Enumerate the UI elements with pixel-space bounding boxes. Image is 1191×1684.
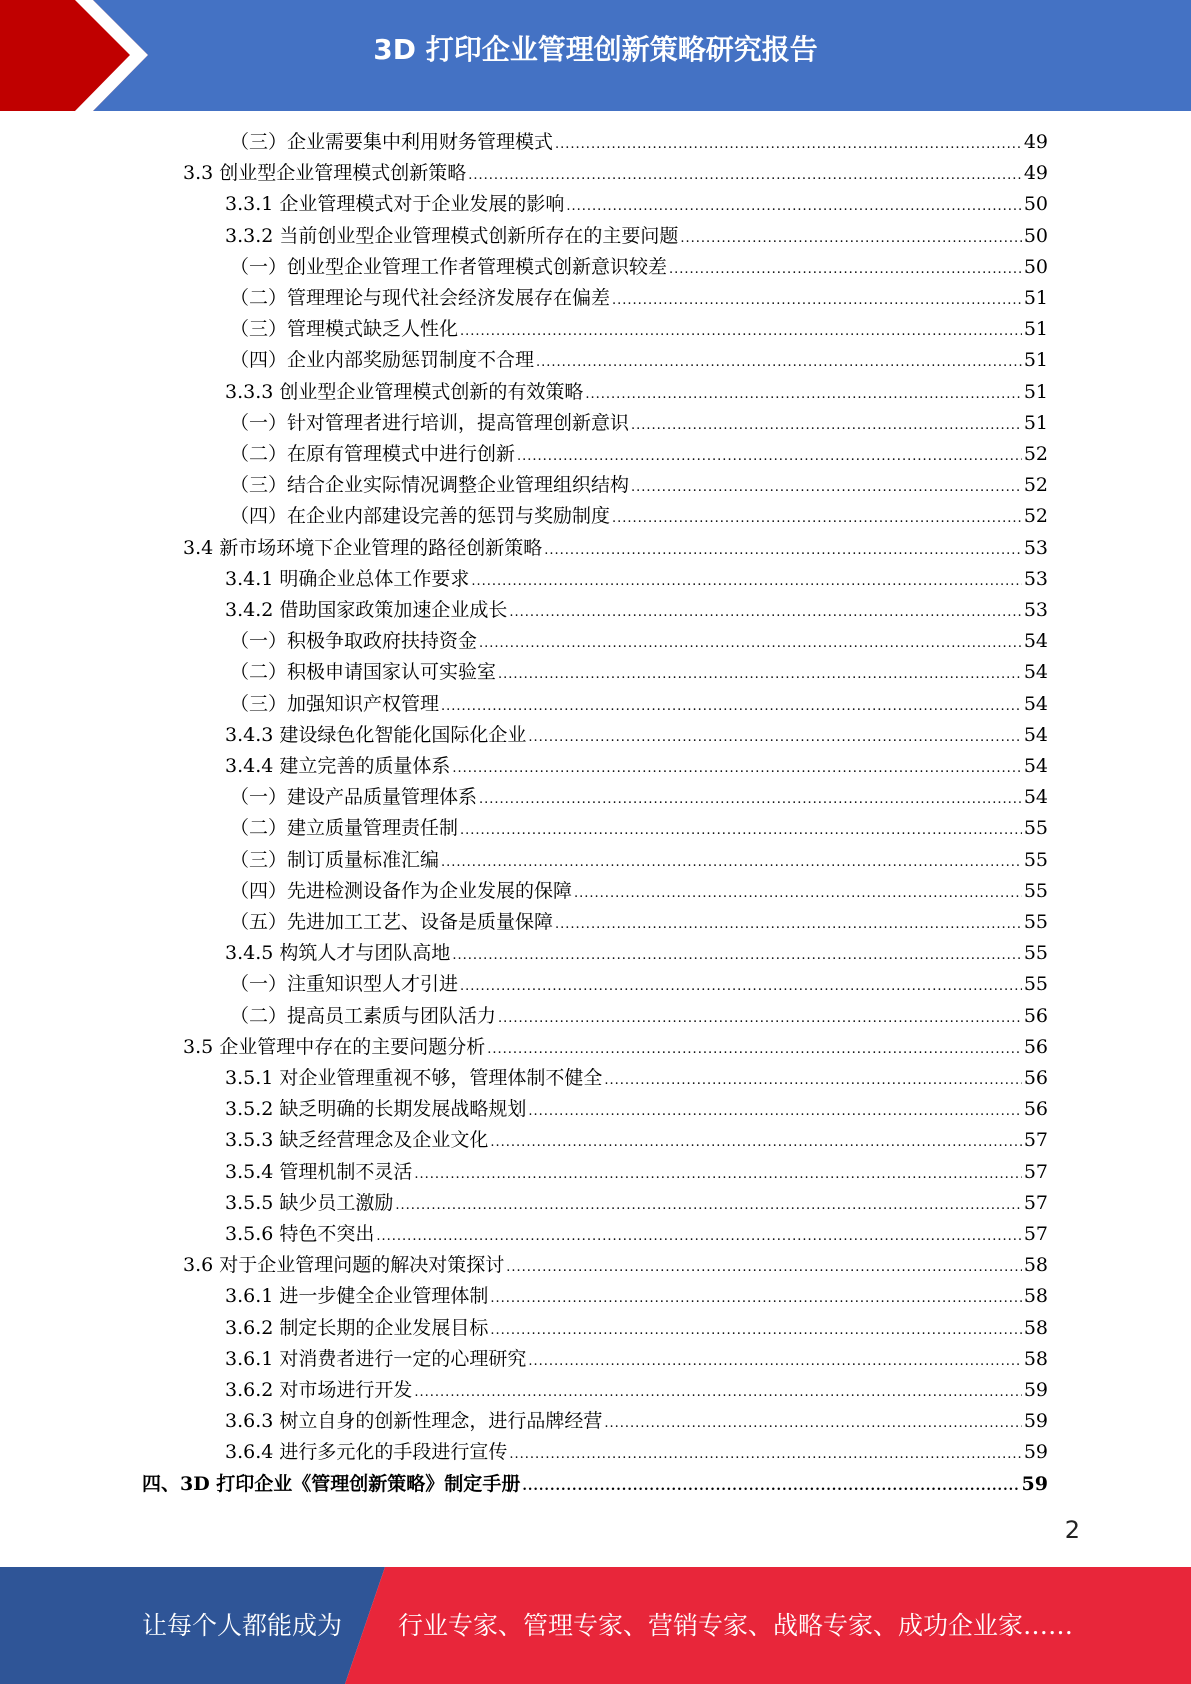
toc-entry-page: 49	[1023, 162, 1048, 185]
toc-entry[interactable]	[230, 439, 1048, 470]
toc-entry[interactable]	[183, 1032, 1048, 1063]
toc-entry-title: 3.3 创业型企业管理模式创新策略	[183, 162, 467, 185]
toc-entry[interactable]	[225, 221, 1048, 252]
toc-entry[interactable]	[230, 408, 1048, 439]
toc-dot-leader	[506, 1252, 1022, 1283]
toc-entry[interactable]	[183, 533, 1048, 564]
toc-entry[interactable]	[230, 782, 1048, 813]
toc-entry-page: 54	[1023, 630, 1048, 653]
toc-entry-page: 51	[1023, 287, 1048, 309]
toc-entry[interactable]	[225, 1125, 1048, 1156]
toc-dot-leader	[479, 784, 1022, 815]
toc-dot-leader	[468, 160, 1022, 191]
toc-entry-title: 3.6.1 进一步健全企业管理体制	[225, 1285, 489, 1308]
toc-entry-page: 57	[1023, 1191, 1048, 1214]
toc-entry[interactable]	[225, 938, 1048, 969]
toc-entry[interactable]	[225, 1313, 1048, 1344]
toc-entry-page: 58	[1023, 1347, 1048, 1370]
toc-entry[interactable]	[142, 1469, 1048, 1500]
toc-dot-leader	[631, 410, 1022, 441]
toc-dot-leader	[669, 254, 1022, 285]
toc-dot-leader	[460, 316, 1022, 347]
toc-entry-title: 3.3.1 企业管理模式对于企业发展的影响	[225, 193, 565, 216]
toc-entry[interactable]	[225, 1219, 1048, 1250]
toc-entry-page: 57	[1023, 1160, 1048, 1183]
toc-entry[interactable]	[225, 1094, 1048, 1125]
toc-entry-page: 58	[1023, 1285, 1048, 1308]
toc-dot-leader	[680, 223, 1021, 254]
toc-entry-page: 50	[1023, 255, 1048, 278]
toc-entry-title: （二）提高员工素质与团队活力	[230, 1004, 497, 1027]
toc-entry-page: 59	[1023, 1379, 1048, 1401]
toc-entry-page: 51	[1023, 380, 1048, 403]
toc-dot-leader	[487, 1034, 1022, 1065]
toc-entry-title: 3.6.4 进行多元化的手段进行宣传	[225, 1441, 508, 1464]
toc-entry-title: （一）积极争取政府扶持资金	[230, 630, 478, 653]
toc-entry[interactable]	[230, 845, 1048, 876]
toc-entry-title: （四）在企业内部建设完善的惩罚与奖励制度	[230, 505, 611, 528]
toc-entry[interactable]	[225, 1406, 1048, 1437]
toc-entry[interactable]	[230, 252, 1048, 283]
page-header	[0, 0, 1191, 111]
toc-dot-leader	[566, 191, 1021, 222]
toc-entry-title: 3.6.2 对市场进行开发	[225, 1379, 413, 1401]
toc-entry[interactable]	[183, 1250, 1048, 1281]
toc-entry-title: 3.5.6 特色不突出	[225, 1223, 375, 1245]
toc-entry-title: （五）先进加工工艺、设备是质量保障	[230, 911, 554, 933]
toc-entry-title: 3.4 新市场环境下企业管理的路径创新策略	[183, 536, 543, 559]
toc-entry-page: 54	[1023, 786, 1048, 809]
toc-entry[interactable]	[225, 564, 1048, 595]
toc-entry-page: 56	[1023, 1035, 1048, 1058]
toc-entry-title: 3.6 对于企业管理问题的解决对策探讨	[183, 1254, 505, 1277]
toc-dot-leader	[612, 503, 1022, 534]
toc-entry-title: （一）建设产品质量管理体系	[230, 786, 478, 809]
toc-dot-leader	[555, 129, 1022, 160]
toc-entry-page: 57	[1023, 1129, 1048, 1152]
page-number: 2	[1064, 1516, 1080, 1544]
toc-entry[interactable]	[230, 876, 1048, 907]
toc-entry-page: 59	[1021, 1472, 1048, 1495]
toc-entry-title: 3.5.2 缺乏明确的长期发展战略规划	[225, 1098, 527, 1121]
footer-slogan-left: 让每个人都能成为	[142, 1611, 343, 1640]
toc-entry-title: （四）企业内部奖励惩罚制度不合理	[230, 349, 535, 372]
toc-dot-leader	[528, 722, 1021, 753]
toc-entry-page: 52	[1023, 505, 1048, 528]
toc-entry-page: 53	[1023, 536, 1048, 559]
toc-dot-leader	[490, 1127, 1021, 1158]
toc-dot-leader	[376, 1221, 1021, 1252]
toc-dot-leader	[498, 1003, 1022, 1034]
toc-entry-title: 3.6.1 对消费者进行一定的心理研究	[225, 1347, 527, 1370]
toc-entry-title: 3.4.5 构筑人才与团队高地	[225, 942, 451, 965]
toc-dot-leader	[395, 1190, 1021, 1221]
toc-entry-title: （三）加强知识产权管理	[230, 692, 440, 715]
toc-entry-page: 54	[1023, 661, 1048, 684]
toc-entry-page: 53	[1023, 567, 1048, 590]
toc-entry-page: 54	[1023, 723, 1048, 746]
toc-entry-page: 50	[1023, 193, 1048, 216]
toc-entry-title: 3.3.2 当前创业型企业管理模式创新所存在的主要问题	[225, 224, 679, 247]
toc-dot-leader	[460, 815, 1022, 846]
toc-entry-page: 56	[1023, 1098, 1048, 1121]
toc-dot-leader	[414, 1377, 1021, 1408]
toc-entry-page: 58	[1023, 1254, 1048, 1277]
toc-entry[interactable]	[230, 626, 1048, 657]
toc-entry[interactable]	[225, 1063, 1048, 1094]
toc-dot-leader	[490, 1315, 1021, 1346]
toc-entry[interactable]	[225, 720, 1048, 751]
toc-dot-leader	[441, 847, 1022, 878]
toc-entry-title: （一）注重知识型人才引进	[230, 973, 459, 996]
toc-entry-page: 59	[1023, 1441, 1048, 1464]
toc-dot-leader	[544, 535, 1022, 566]
toc-entry-title: 3.4.1 明确企业总体工作要求	[225, 567, 470, 590]
toc-dot-leader	[555, 909, 1022, 940]
toc-entry-title: 3.4.3 建设绿色化智能化国际化企业	[225, 723, 527, 746]
toc-entry-page: 54	[1023, 692, 1048, 715]
toc-dot-leader	[479, 628, 1022, 659]
toc-entry[interactable]	[225, 1157, 1048, 1188]
toc-entry-page: 52	[1023, 443, 1048, 465]
toc-entry[interactable]	[230, 657, 1048, 688]
toc-entry-page: 58	[1023, 1316, 1048, 1339]
toc-entry-page: 56	[1023, 1067, 1048, 1089]
toc-entry[interactable]	[230, 501, 1048, 532]
toc-entry[interactable]	[225, 189, 1048, 220]
toc-entry-title: （二）管理理论与现代社会经济发展存在偏差	[230, 287, 611, 309]
toc-dot-leader	[604, 1408, 1021, 1439]
footer-slogan-right: 行业专家、管理专家、营销专家、战略专家、成功企业家……	[398, 1611, 1074, 1640]
toc-entry-page: 57	[1023, 1223, 1048, 1245]
toc-entry-page: 49	[1023, 131, 1048, 153]
toc-dot-leader	[631, 472, 1022, 503]
toc-entry[interactable]	[225, 595, 1048, 626]
toc-dot-leader	[452, 753, 1021, 784]
toc-dot-leader	[471, 566, 1021, 597]
toc-entry-title: （一）创业型企业管理工作者管理模式创新意识较差	[230, 255, 668, 278]
toc-entry-title: （三）制订质量标准汇编	[230, 848, 440, 871]
toc-entry[interactable]	[230, 689, 1048, 720]
toc-entry-page: 51	[1023, 411, 1048, 434]
toc-entry[interactable]	[183, 158, 1048, 189]
toc-entry-title: 3.5.5 缺少员工激励	[225, 1191, 394, 1214]
toc-dot-leader	[498, 659, 1022, 690]
toc-entry[interactable]	[225, 1188, 1048, 1219]
toc-entry-page: 55	[1023, 817, 1048, 840]
toc-entry-title: 3.6.3 树立自身的创新性理念，进行品牌经营	[225, 1410, 603, 1433]
toc-dot-leader	[509, 597, 1021, 628]
toc-entry-page: 50	[1023, 224, 1048, 247]
toc-entry-title: 3.3.3 创业型企业管理模式创新的有效策略	[225, 380, 584, 403]
toc-dot-leader	[585, 379, 1021, 410]
toc-entry-page: 53	[1023, 599, 1048, 621]
toc-entry[interactable]	[230, 1001, 1048, 1032]
toc-entry-page: 55	[1023, 911, 1048, 933]
toc-entry-title: （四）先进检测设备作为企业发展的保障	[230, 879, 573, 902]
toc-entry[interactable]	[230, 314, 1048, 345]
toc-dot-leader	[460, 971, 1022, 1002]
toc-entry-title: （三）企业需要集中利用财务管理模式	[230, 131, 554, 153]
toc-entry-title: （三）结合企业实际情况调整企业管理组织结构	[230, 474, 630, 497]
toc-entry-title: 3.5.3 缺乏经营理念及企业文化	[225, 1129, 489, 1152]
toc-entry[interactable]	[230, 813, 1048, 844]
toc-entry[interactable]	[230, 127, 1048, 158]
toc-dot-leader	[536, 347, 1022, 378]
toc-entry[interactable]	[225, 1281, 1048, 1312]
toc-entry-title: 3.5 企业管理中存在的主要问题分析	[183, 1035, 486, 1058]
toc-entry-page: 55	[1023, 973, 1048, 996]
toc-entry-title: 3.5.1 对企业管理重视不够，管理体制不健全	[225, 1067, 603, 1089]
toc-dot-leader	[441, 691, 1022, 722]
toc-dot-leader	[452, 940, 1021, 971]
toc-entry-page: 56	[1023, 1004, 1048, 1027]
toc-entry-title: （二）在原有管理模式中进行创新	[230, 443, 516, 465]
toc-entry-title: 3.4.2 借助国家政策加速企业成长	[225, 599, 508, 621]
toc-entry-page: 59	[1023, 1410, 1048, 1433]
toc-entry[interactable]	[225, 751, 1048, 782]
toc-entry[interactable]	[225, 1344, 1048, 1375]
document-title: 3D 打印企业管理创新策略研究报告	[373, 33, 818, 66]
page-footer	[0, 1567, 1191, 1684]
toc-entry[interactable]	[230, 907, 1048, 938]
toc-dot-leader	[414, 1159, 1021, 1190]
toc-entry[interactable]	[230, 283, 1048, 314]
toc-dot-leader	[528, 1096, 1021, 1127]
toc-dot-leader	[604, 1065, 1021, 1096]
toc-dot-leader	[528, 1346, 1021, 1377]
toc-dot-leader	[574, 878, 1022, 909]
toc-entry-page: 55	[1023, 848, 1048, 871]
toc-entry-title: （二）建立质量管理责任制	[230, 817, 459, 840]
toc-entry-title: 3.5.4 管理机制不灵活	[225, 1160, 413, 1183]
toc-entry[interactable]	[230, 470, 1048, 501]
toc-entry[interactable]	[225, 377, 1048, 408]
toc-entry[interactable]	[225, 1437, 1048, 1468]
toc-entry-page: 54	[1023, 755, 1048, 777]
toc-entry-title: （二）积极申请国家认可实验室	[230, 661, 497, 684]
toc-entry-page: 51	[1023, 349, 1048, 372]
toc-entry-title: （一）针对管理者进行培训，提高管理创新意识	[230, 411, 630, 434]
toc-entry-page: 55	[1023, 942, 1048, 965]
toc-dot-leader	[509, 1439, 1021, 1470]
toc-entry-title: 3.6.2 制定长期的企业发展目标	[225, 1316, 489, 1339]
toc-entry-title: （三）管理模式缺乏人性化	[230, 318, 459, 341]
toc-entry-page: 55	[1023, 879, 1048, 902]
toc-entry[interactable]	[225, 1375, 1048, 1406]
toc-entry-page: 52	[1023, 474, 1048, 497]
toc-dot-leader	[490, 1283, 1021, 1314]
toc-entry[interactable]	[230, 969, 1048, 1000]
toc-dot-leader	[612, 285, 1022, 316]
toc-entry[interactable]	[230, 345, 1048, 376]
toc-dot-leader	[517, 441, 1022, 472]
toc-entry-page: 51	[1023, 318, 1048, 341]
toc-dot-leader	[522, 1471, 1019, 1502]
toc-entry-title: 四、3D 打印企业《管理创新策略》制定手册	[142, 1472, 521, 1495]
toc-entry-title: 3.4.4 建立完善的质量体系	[225, 755, 451, 777]
